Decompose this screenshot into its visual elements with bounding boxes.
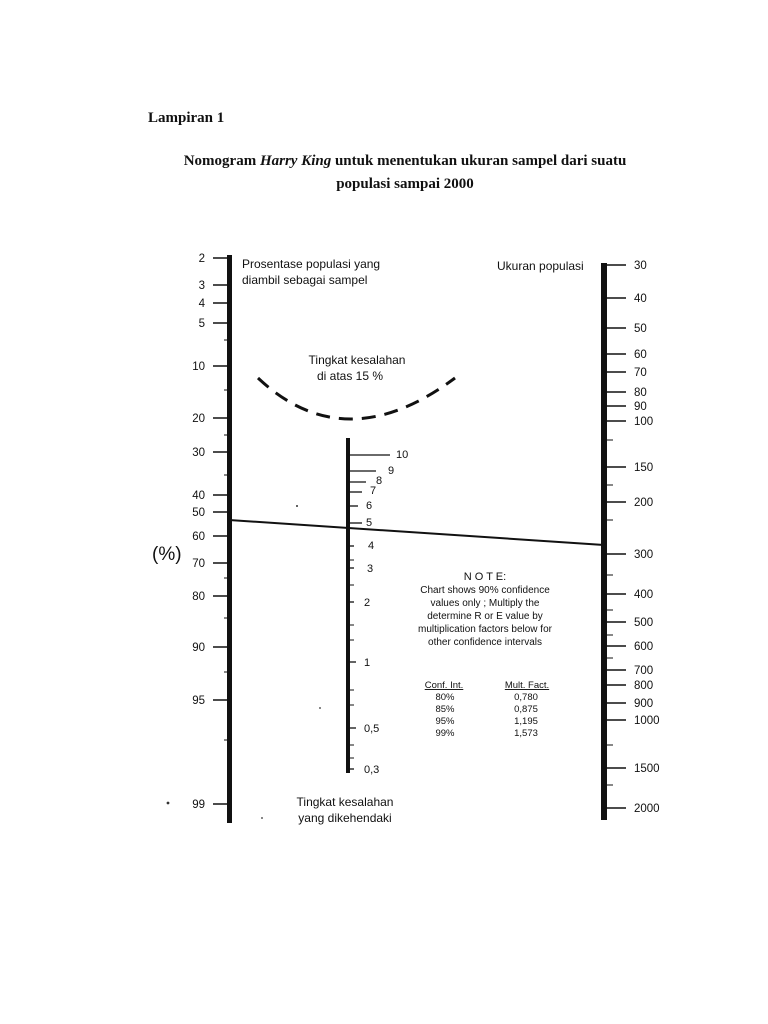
note-line-2: values only ; Multiply the xyxy=(430,598,540,609)
left-tick-label: 99 xyxy=(192,799,205,811)
conf-table-row-3-conf: 95% xyxy=(435,716,455,727)
middle-scale-bar xyxy=(346,438,350,773)
left-scale-ticks xyxy=(192,253,230,811)
right-scale-bar xyxy=(601,263,607,820)
left-tick-label: 5 xyxy=(198,318,205,330)
right-tick-label: 1500 xyxy=(634,763,660,775)
left-tick-label: 3 xyxy=(198,280,205,292)
title-suffix: untuk menentukan ukuran sampel dari suatu xyxy=(331,153,627,169)
left-axis-title-line1: Prosentase populasi yang xyxy=(242,257,381,271)
error-arc-dashed xyxy=(258,378,455,419)
left-tick-label: 30 xyxy=(192,447,205,459)
middle-tick-label: 1 xyxy=(364,657,371,669)
conf-table-row-2-conf: 85% xyxy=(435,704,455,715)
conf-table-row-4-factor: 1,573 xyxy=(514,728,538,739)
note-line-3: determine R or E value by xyxy=(427,611,543,622)
conf-table-row-2-factor: 0,875 xyxy=(514,704,538,715)
right-tick-label: 2000 xyxy=(634,803,660,815)
left-tick-label: 70 xyxy=(192,558,205,570)
note-line-4: multiplication factors below for xyxy=(418,624,552,635)
left-axis-title-line2: diambil sebagai sampel xyxy=(242,273,368,287)
left-tick-label: 80 xyxy=(192,591,205,603)
middle-tick-label: 6 xyxy=(366,500,373,512)
title-emphasis: Harry King xyxy=(259,153,332,169)
note-line-5: other confidence intervals xyxy=(428,637,542,648)
right-tick-label: 800 xyxy=(634,680,654,692)
conf-table-row-1-conf: 80% xyxy=(435,692,455,703)
left-tick-label: 20 xyxy=(192,413,205,425)
middle-axis-title-line2: yang dikehendaki xyxy=(298,811,392,825)
middle-tick-label: 7 xyxy=(370,485,377,497)
title-line2: populasi sampai 2000 xyxy=(336,176,474,192)
title-prefix: Nomogram xyxy=(183,153,260,169)
left-tick-label: 40 xyxy=(192,490,205,502)
arc-label-line2: di atas 15 % xyxy=(316,369,384,383)
middle-tick-label: 3 xyxy=(367,563,374,575)
right-tick-label: 1000 xyxy=(634,715,660,727)
right-tick-label: 30 xyxy=(634,260,647,272)
example-reading-line xyxy=(229,520,604,545)
conf-table-header-factor: Mult. Fact. xyxy=(504,680,550,691)
right-tick-label: 90 xyxy=(634,401,647,413)
right-tick-label: 80 xyxy=(634,387,647,399)
middle-tick-label: 0,5 xyxy=(364,723,380,735)
right-tick-label: 500 xyxy=(634,617,654,629)
middle-tick-label: 5 xyxy=(366,517,373,529)
right-tick-label: 60 xyxy=(634,349,647,361)
conf-table-row-1-factor: 0,780 xyxy=(514,692,538,703)
arc-label-line1: Tingkat kesalahan xyxy=(308,353,406,367)
right-tick-label: 900 xyxy=(634,698,654,710)
right-tick-label: 70 xyxy=(634,367,647,379)
note-title: N O T E: xyxy=(463,571,507,583)
left-tick-label: 10 xyxy=(192,361,205,373)
right-tick-label: 150 xyxy=(634,462,654,474)
middle-axis-title-line1: Tingkat kesalahan xyxy=(296,795,394,809)
right-tick-label: 700 xyxy=(634,665,654,677)
conf-table-row-3-factor: 1,195 xyxy=(514,716,538,727)
left-tick-label: 2 xyxy=(198,253,205,265)
left-tick-label: 50 xyxy=(192,507,205,519)
right-tick-label: 50 xyxy=(634,323,647,335)
conf-table-header-conf: Conf. Int. xyxy=(424,680,464,691)
right-tick-label: 200 xyxy=(634,497,654,509)
note-line-1: Chart shows 90% confidence xyxy=(420,585,550,596)
left-axis-unit: (%) xyxy=(152,544,182,565)
middle-tick-label: 0,3 xyxy=(364,764,380,776)
right-tick-label: 400 xyxy=(634,589,654,601)
middle-scale-ticks xyxy=(348,449,408,776)
left-tick-label: 95 xyxy=(192,695,205,707)
left-tick-label: 60 xyxy=(192,531,205,543)
left-tick-label: 4 xyxy=(198,298,205,310)
right-tick-label: 100 xyxy=(634,416,654,428)
right-scale-ticks xyxy=(604,260,660,815)
appendix-heading: Lampiran 1 xyxy=(148,110,225,126)
right-tick-label: 40 xyxy=(634,293,647,305)
scan-specks xyxy=(167,505,321,819)
conf-table-row-4-conf: 99% xyxy=(435,728,455,739)
right-axis-title: Ukuran populasi xyxy=(497,259,584,273)
middle-tick-label: 8 xyxy=(376,475,383,487)
middle-tick-label: 2 xyxy=(364,597,371,609)
middle-tick-label: 4 xyxy=(368,540,375,552)
right-tick-label: 300 xyxy=(634,549,654,561)
left-tick-label: 90 xyxy=(192,642,205,654)
middle-tick-label: 9 xyxy=(388,465,395,477)
middle-tick-label: 10 xyxy=(396,449,409,461)
right-tick-label: 600 xyxy=(634,641,654,653)
